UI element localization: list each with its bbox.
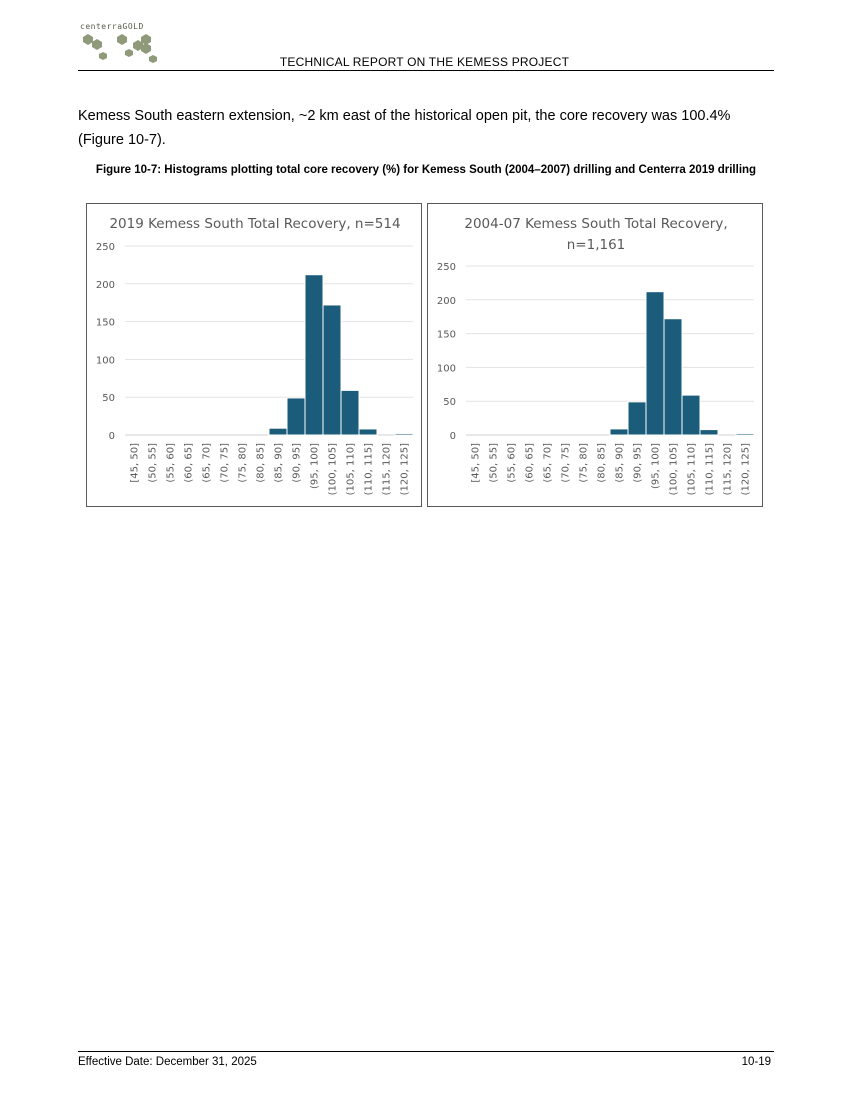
logo-wordmark: centerraGOLD: [80, 22, 144, 31]
x-tick-label: (60, 65]: [183, 443, 195, 483]
y-tick-label: 200: [436, 295, 456, 307]
histogram-bar: [628, 402, 646, 435]
y-tick-label: 250: [95, 242, 115, 253]
histogram-2019-chart: [87, 204, 423, 508]
histogram-2004-07-panel: [427, 203, 763, 507]
x-tick-label: (100, 105]: [668, 443, 680, 496]
histogram-bar: [664, 319, 682, 435]
y-tick-label: 200: [95, 279, 115, 291]
y-tick-label: 100: [95, 355, 115, 367]
histogram-bar: [359, 429, 377, 435]
body-paragraph: Kemess South eastern extension, ~2 km east of the historical open pit, the core recovery was 100.4% (Figure 10-7).: [78, 108, 731, 148]
x-tick-label: (105, 110]: [686, 443, 698, 496]
x-tick-label: (80, 85]: [255, 443, 267, 483]
x-tick-label: (70, 75]: [219, 443, 231, 483]
y-tick-label: 150: [436, 329, 456, 341]
report-header-title: TECHNICAL REPORT ON THE KEMESS PROJECT: [279, 55, 570, 69]
y-tick-label: 50: [443, 397, 456, 409]
histogram-2004-07-chart: [428, 204, 764, 508]
x-tick-label: (120, 125]: [399, 443, 411, 496]
x-tick-label: (70, 75]: [560, 443, 572, 483]
x-tick-label: (65, 70]: [542, 443, 554, 483]
y-tick-label: 150: [95, 317, 115, 329]
x-tick-label: (80, 85]: [596, 443, 608, 483]
chart-title: 2004-07 Kemess South Total Recovery,: [464, 216, 728, 232]
histogram-bar: [269, 428, 287, 435]
histogram-bar: [646, 292, 664, 435]
x-tick-label: (90, 95]: [291, 443, 303, 483]
y-tick-label: 50: [102, 393, 115, 405]
footer-effective-date: Effective Date: December 31, 2025: [78, 1056, 257, 1068]
x-tick-label: (105, 110]: [345, 443, 357, 496]
histogram-bar: [305, 275, 323, 435]
histogram-bar: [287, 398, 305, 435]
chart-title: n=1,161: [566, 237, 626, 253]
histogram-bar: [341, 390, 359, 435]
x-tick-label: (60, 65]: [524, 443, 536, 483]
x-tick-label: (100, 105]: [327, 443, 339, 496]
x-tick-label: (110, 115]: [363, 443, 375, 496]
x-tick-label: (50, 55]: [488, 443, 500, 483]
x-tick-label: (90, 95]: [632, 443, 644, 483]
x-tick-label: (95, 100]: [650, 443, 662, 489]
x-tick-label: [45, 50]: [129, 443, 141, 483]
y-tick-label: 0: [108, 431, 115, 442]
x-tick-label: (110, 115]: [704, 443, 716, 496]
histogram-bar: [736, 434, 754, 436]
x-tick-label: (55, 60]: [506, 443, 518, 483]
x-tick-label: [45, 50]: [470, 443, 482, 483]
histogram-bar: [610, 429, 628, 435]
x-tick-label: (95, 100]: [309, 443, 321, 489]
histogram-bar: [395, 433, 413, 435]
footer-rule: [78, 1051, 774, 1052]
histogram-2019-panel: [86, 203, 422, 507]
y-tick-label: 100: [436, 363, 456, 375]
x-tick-label: (75, 80]: [237, 443, 249, 483]
x-tick-label: (120, 125]: [740, 443, 752, 496]
x-tick-label: (115, 120]: [381, 443, 393, 496]
y-tick-label: 0: [449, 431, 456, 442]
x-tick-label: (115, 120]: [722, 443, 734, 496]
x-tick-label: (85, 90]: [273, 443, 285, 483]
header-rule: [78, 70, 774, 71]
footer-page-number: 10-19: [741, 1056, 771, 1068]
histogram-bar: [700, 430, 718, 435]
y-tick-label: 250: [436, 262, 456, 273]
chart-title: 2019 Kemess South Total Recovery, n=514: [109, 216, 401, 232]
x-tick-label: (75, 80]: [578, 443, 590, 483]
x-tick-label: (85, 90]: [614, 443, 626, 483]
histogram-bar: [682, 395, 700, 435]
x-tick-label: (55, 60]: [165, 443, 177, 483]
figure-caption: Figure 10-7: Histograms plotting total core recovery (%) for Kemess South (2004–2007) drilling and Centerra 2019 drilling: [95, 164, 757, 176]
x-tick-label: (50, 55]: [147, 443, 159, 483]
histogram-bar: [323, 305, 341, 435]
x-tick-label: (65, 70]: [201, 443, 213, 483]
